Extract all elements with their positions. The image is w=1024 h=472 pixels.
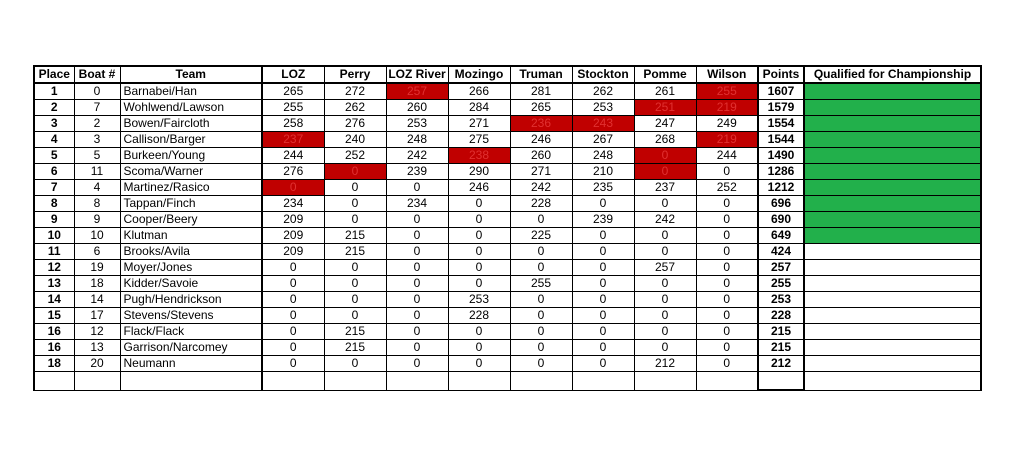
score-cell-loz: 276 bbox=[262, 164, 324, 180]
score-cell-perry: 0 bbox=[324, 260, 386, 276]
qualified-cell bbox=[804, 116, 981, 132]
team-cell: Cooper/Beery bbox=[120, 212, 262, 228]
score-cell-stockton: 0 bbox=[572, 276, 634, 292]
score-cell-pomme: 0 bbox=[634, 292, 696, 308]
column-header-mozingo: Mozingo bbox=[448, 66, 510, 83]
score-cell-mozingo: 0 bbox=[448, 340, 510, 356]
empty-cell bbox=[386, 372, 448, 391]
team-cell: Neumann bbox=[120, 356, 262, 372]
points-cell: 1579 bbox=[758, 100, 804, 116]
score-cell-loz: 0 bbox=[262, 308, 324, 324]
team-cell: Bowen/Faircloth bbox=[120, 116, 262, 132]
boat-number-cell: 2 bbox=[74, 116, 120, 132]
boat-number-cell: 5 bbox=[74, 148, 120, 164]
score-cell-stockton: 239 bbox=[572, 212, 634, 228]
score-cell-stockton: 243 bbox=[572, 116, 634, 132]
empty-cell bbox=[448, 372, 510, 391]
table-row bbox=[34, 132, 981, 148]
qualified-cell bbox=[804, 228, 981, 244]
score-cell-pomme: 261 bbox=[634, 83, 696, 100]
score-cell-pomme: 0 bbox=[634, 164, 696, 180]
table-row bbox=[34, 244, 981, 260]
score-cell-pomme: 0 bbox=[634, 148, 696, 164]
table-body bbox=[34, 83, 981, 390]
points-cell: 215 bbox=[758, 324, 804, 340]
score-cell-truman: 0 bbox=[510, 212, 572, 228]
score-cell-mozingo: 290 bbox=[448, 164, 510, 180]
score-cell-truman: 260 bbox=[510, 148, 572, 164]
boat-number-cell: 0 bbox=[74, 83, 120, 100]
score-cell-stockton: 0 bbox=[572, 308, 634, 324]
boat-number-cell: 13 bbox=[74, 340, 120, 356]
score-cell-perry: 0 bbox=[324, 308, 386, 324]
qualified-cell bbox=[804, 308, 981, 324]
column-header-truman: Truman bbox=[510, 66, 572, 83]
column-header-boat: Boat # bbox=[74, 66, 120, 83]
score-cell-loz: 0 bbox=[262, 324, 324, 340]
score-cell-pomme: 0 bbox=[634, 196, 696, 212]
table-row bbox=[34, 116, 981, 132]
score-cell-mozingo: 0 bbox=[448, 276, 510, 292]
score-cell-truman: 0 bbox=[510, 260, 572, 276]
score-cell-loz: 244 bbox=[262, 148, 324, 164]
score-cell-pomme: 0 bbox=[634, 276, 696, 292]
score-cell-mozingo: 0 bbox=[448, 244, 510, 260]
score-cell-truman: 265 bbox=[510, 100, 572, 116]
score-cell-stockton: 0 bbox=[572, 292, 634, 308]
score-cell-perry: 0 bbox=[324, 196, 386, 212]
empty-cell bbox=[262, 372, 324, 391]
place-cell: 3 bbox=[34, 116, 74, 132]
empty-cell bbox=[74, 372, 120, 391]
place-cell: 11 bbox=[34, 244, 74, 260]
points-cell: 1554 bbox=[758, 116, 804, 132]
column-header-perry: Perry bbox=[324, 66, 386, 83]
score-cell-loz: 0 bbox=[262, 180, 324, 196]
score-cell-loz: 234 bbox=[262, 196, 324, 212]
column-header-pomme: Pomme bbox=[634, 66, 696, 83]
points-cell: 253 bbox=[758, 292, 804, 308]
qualified-cell bbox=[804, 356, 981, 372]
score-cell-stockton: 0 bbox=[572, 228, 634, 244]
place-cell: 1 bbox=[34, 83, 74, 100]
table-row bbox=[34, 260, 981, 276]
score-cell-perry: 0 bbox=[324, 212, 386, 228]
score-cell-loz-river: 0 bbox=[386, 228, 448, 244]
score-cell-wilson: 0 bbox=[696, 308, 758, 324]
points-cell: 1607 bbox=[758, 83, 804, 100]
empty-cell bbox=[324, 372, 386, 391]
score-cell-wilson: 244 bbox=[696, 148, 758, 164]
table-row bbox=[34, 276, 981, 292]
score-cell-stockton: 0 bbox=[572, 340, 634, 356]
team-cell: Brooks/Avila bbox=[120, 244, 262, 260]
score-cell-loz-river: 248 bbox=[386, 132, 448, 148]
score-cell-mozingo: 0 bbox=[448, 212, 510, 228]
score-cell-stockton: 0 bbox=[572, 260, 634, 276]
table-row bbox=[34, 196, 981, 212]
score-cell-wilson: 0 bbox=[696, 340, 758, 356]
empty-cell bbox=[120, 372, 262, 391]
score-cell-loz-river: 0 bbox=[386, 260, 448, 276]
score-cell-loz: 258 bbox=[262, 116, 324, 132]
score-cell-truman: 0 bbox=[510, 292, 572, 308]
column-header-place: Place bbox=[34, 66, 74, 83]
score-cell-perry: 0 bbox=[324, 356, 386, 372]
standings-table bbox=[33, 65, 982, 391]
score-cell-loz-river: 257 bbox=[386, 83, 448, 100]
qualified-cell bbox=[804, 340, 981, 356]
place-cell: 14 bbox=[34, 292, 74, 308]
empty-cell bbox=[758, 372, 804, 391]
boat-number-cell: 4 bbox=[74, 180, 120, 196]
score-cell-pomme: 237 bbox=[634, 180, 696, 196]
score-cell-pomme: 0 bbox=[634, 308, 696, 324]
table-row bbox=[34, 83, 981, 100]
qualified-cell bbox=[804, 244, 981, 260]
score-cell-loz-river: 0 bbox=[386, 180, 448, 196]
score-cell-mozingo: 266 bbox=[448, 83, 510, 100]
score-cell-stockton: 0 bbox=[572, 324, 634, 340]
score-cell-perry: 276 bbox=[324, 116, 386, 132]
score-cell-loz: 265 bbox=[262, 83, 324, 100]
boat-number-cell: 10 bbox=[74, 228, 120, 244]
score-cell-stockton: 267 bbox=[572, 132, 634, 148]
score-cell-stockton: 248 bbox=[572, 148, 634, 164]
qualified-cell bbox=[804, 100, 981, 116]
score-cell-mozingo: 271 bbox=[448, 116, 510, 132]
table-row bbox=[34, 308, 981, 324]
score-cell-loz: 0 bbox=[262, 292, 324, 308]
score-cell-loz: 237 bbox=[262, 132, 324, 148]
place-cell: 9 bbox=[34, 212, 74, 228]
score-cell-loz-river: 234 bbox=[386, 196, 448, 212]
qualified-cell bbox=[804, 292, 981, 308]
team-cell: Garrison/Narcomey bbox=[120, 340, 262, 356]
score-cell-truman: 236 bbox=[510, 116, 572, 132]
place-cell: 5 bbox=[34, 148, 74, 164]
points-cell: 212 bbox=[758, 356, 804, 372]
score-cell-perry: 0 bbox=[324, 180, 386, 196]
place-cell: 12 bbox=[34, 260, 74, 276]
points-cell: 1544 bbox=[758, 132, 804, 148]
score-cell-truman: 228 bbox=[510, 196, 572, 212]
table-row bbox=[34, 292, 981, 308]
score-cell-pomme: 247 bbox=[634, 116, 696, 132]
table-row bbox=[34, 180, 981, 196]
score-cell-wilson: 0 bbox=[696, 196, 758, 212]
score-cell-wilson: 219 bbox=[696, 100, 758, 116]
score-cell-loz-river: 0 bbox=[386, 292, 448, 308]
score-cell-pomme: 0 bbox=[634, 340, 696, 356]
score-cell-loz-river: 0 bbox=[386, 340, 448, 356]
qualified-cell bbox=[804, 324, 981, 340]
score-cell-truman: 0 bbox=[510, 356, 572, 372]
place-cell: 18 bbox=[34, 356, 74, 372]
score-cell-pomme: 0 bbox=[634, 244, 696, 260]
score-cell-wilson: 0 bbox=[696, 276, 758, 292]
points-cell: 255 bbox=[758, 276, 804, 292]
qualified-cell bbox=[804, 212, 981, 228]
score-cell-truman: 246 bbox=[510, 132, 572, 148]
points-cell: 228 bbox=[758, 308, 804, 324]
score-cell-stockton: 0 bbox=[572, 356, 634, 372]
boat-number-cell: 11 bbox=[74, 164, 120, 180]
score-cell-wilson: 0 bbox=[696, 260, 758, 276]
score-cell-loz: 209 bbox=[262, 244, 324, 260]
score-cell-truman: 271 bbox=[510, 164, 572, 180]
score-cell-mozingo: 238 bbox=[448, 148, 510, 164]
score-cell-perry: 215 bbox=[324, 340, 386, 356]
score-cell-mozingo: 284 bbox=[448, 100, 510, 116]
qualified-cell bbox=[804, 180, 981, 196]
boat-number-cell: 20 bbox=[74, 356, 120, 372]
empty-cell bbox=[34, 372, 74, 391]
score-cell-loz-river: 0 bbox=[386, 356, 448, 372]
empty-cell bbox=[696, 372, 758, 391]
score-cell-pomme: 251 bbox=[634, 100, 696, 116]
score-cell-stockton: 0 bbox=[572, 244, 634, 260]
score-cell-stockton: 0 bbox=[572, 196, 634, 212]
score-cell-stockton: 262 bbox=[572, 83, 634, 100]
qualified-cell bbox=[804, 196, 981, 212]
score-cell-loz: 255 bbox=[262, 100, 324, 116]
score-cell-pomme: 268 bbox=[634, 132, 696, 148]
score-cell-loz-river: 253 bbox=[386, 116, 448, 132]
score-cell-truman: 0 bbox=[510, 340, 572, 356]
score-cell-loz: 209 bbox=[262, 212, 324, 228]
score-cell-perry: 252 bbox=[324, 148, 386, 164]
team-cell: Burkeen/Young bbox=[120, 148, 262, 164]
score-cell-perry: 215 bbox=[324, 228, 386, 244]
score-cell-loz-river: 0 bbox=[386, 212, 448, 228]
qualified-cell bbox=[804, 83, 981, 100]
boat-number-cell: 17 bbox=[74, 308, 120, 324]
qualified-cell bbox=[804, 164, 981, 180]
place-cell: 16 bbox=[34, 340, 74, 356]
score-cell-wilson: 255 bbox=[696, 83, 758, 100]
team-cell: Klutman bbox=[120, 228, 262, 244]
score-cell-perry: 0 bbox=[324, 164, 386, 180]
place-cell: 2 bbox=[34, 100, 74, 116]
score-cell-pomme: 0 bbox=[634, 228, 696, 244]
score-cell-truman: 281 bbox=[510, 83, 572, 100]
score-cell-perry: 262 bbox=[324, 100, 386, 116]
score-cell-wilson: 0 bbox=[696, 292, 758, 308]
score-cell-stockton: 210 bbox=[572, 164, 634, 180]
place-cell: 8 bbox=[34, 196, 74, 212]
place-cell: 15 bbox=[34, 308, 74, 324]
boat-number-cell: 7 bbox=[74, 100, 120, 116]
qualified-cell bbox=[804, 260, 981, 276]
column-header-loz: LOZ bbox=[262, 66, 324, 83]
qualified-cell bbox=[804, 148, 981, 164]
score-cell-pomme: 212 bbox=[634, 356, 696, 372]
score-cell-loz: 209 bbox=[262, 228, 324, 244]
empty-cell bbox=[510, 372, 572, 391]
score-cell-loz-river: 242 bbox=[386, 148, 448, 164]
points-cell: 690 bbox=[758, 212, 804, 228]
boat-number-cell: 8 bbox=[74, 196, 120, 212]
score-cell-loz-river: 0 bbox=[386, 324, 448, 340]
points-cell: 1212 bbox=[758, 180, 804, 196]
place-cell: 4 bbox=[34, 132, 74, 148]
score-cell-wilson: 252 bbox=[696, 180, 758, 196]
team-cell: Martinez/Rasico bbox=[120, 180, 262, 196]
column-header-team: Team bbox=[120, 66, 262, 83]
table-row bbox=[34, 356, 981, 372]
column-header-qualified-for-championship: Qualified for Championship bbox=[804, 66, 981, 83]
team-cell: Callison/Barger bbox=[120, 132, 262, 148]
score-cell-truman: 255 bbox=[510, 276, 572, 292]
table-row bbox=[34, 228, 981, 244]
boat-number-cell: 3 bbox=[74, 132, 120, 148]
score-cell-wilson: 0 bbox=[696, 324, 758, 340]
team-cell: Barnabei/Han bbox=[120, 83, 262, 100]
score-cell-perry: 272 bbox=[324, 83, 386, 100]
score-cell-loz: 0 bbox=[262, 356, 324, 372]
table-row bbox=[34, 164, 981, 180]
team-cell: Wohlwend/Lawson bbox=[120, 100, 262, 116]
points-cell: 1286 bbox=[758, 164, 804, 180]
score-cell-loz-river: 239 bbox=[386, 164, 448, 180]
team-cell: Scoma/Warner bbox=[120, 164, 262, 180]
points-cell: 1490 bbox=[758, 148, 804, 164]
table-row bbox=[34, 324, 981, 340]
points-cell: 696 bbox=[758, 196, 804, 212]
column-header-wilson: Wilson bbox=[696, 66, 758, 83]
place-cell: 16 bbox=[34, 324, 74, 340]
score-cell-mozingo: 0 bbox=[448, 324, 510, 340]
score-cell-wilson: 0 bbox=[696, 164, 758, 180]
boat-number-cell: 19 bbox=[74, 260, 120, 276]
table-row bbox=[34, 148, 981, 164]
boat-number-cell: 6 bbox=[74, 244, 120, 260]
points-cell: 257 bbox=[758, 260, 804, 276]
score-cell-mozingo: 246 bbox=[448, 180, 510, 196]
score-cell-perry: 0 bbox=[324, 276, 386, 292]
team-cell: Flack/Flack bbox=[120, 324, 262, 340]
place-cell: 6 bbox=[34, 164, 74, 180]
empty-cell bbox=[634, 372, 696, 391]
qualified-cell bbox=[804, 276, 981, 292]
column-header-loz-river: LOZ River bbox=[386, 66, 448, 83]
score-cell-loz-river: 0 bbox=[386, 308, 448, 324]
score-cell-loz-river: 0 bbox=[386, 276, 448, 292]
header-row bbox=[34, 66, 981, 83]
score-cell-perry: 0 bbox=[324, 292, 386, 308]
score-cell-loz: 0 bbox=[262, 276, 324, 292]
team-cell: Tappan/Finch bbox=[120, 196, 262, 212]
score-cell-truman: 0 bbox=[510, 324, 572, 340]
team-cell: Pugh/Hendrickson bbox=[120, 292, 262, 308]
team-cell: Kidder/Savoie bbox=[120, 276, 262, 292]
empty-row bbox=[34, 372, 981, 391]
score-cell-truman: 0 bbox=[510, 244, 572, 260]
table-row bbox=[34, 340, 981, 356]
score-cell-wilson: 0 bbox=[696, 228, 758, 244]
score-cell-mozingo: 275 bbox=[448, 132, 510, 148]
qualified-cell bbox=[804, 132, 981, 148]
score-cell-mozingo: 0 bbox=[448, 356, 510, 372]
table-row bbox=[34, 212, 981, 228]
score-cell-perry: 215 bbox=[324, 324, 386, 340]
score-cell-pomme: 257 bbox=[634, 260, 696, 276]
score-cell-truman: 0 bbox=[510, 308, 572, 324]
score-cell-wilson: 0 bbox=[696, 212, 758, 228]
score-cell-stockton: 253 bbox=[572, 100, 634, 116]
place-cell: 13 bbox=[34, 276, 74, 292]
score-cell-pomme: 242 bbox=[634, 212, 696, 228]
score-cell-perry: 215 bbox=[324, 244, 386, 260]
score-cell-mozingo: 0 bbox=[448, 260, 510, 276]
boat-number-cell: 9 bbox=[74, 212, 120, 228]
score-cell-perry: 240 bbox=[324, 132, 386, 148]
place-cell: 10 bbox=[34, 228, 74, 244]
score-cell-wilson: 0 bbox=[696, 356, 758, 372]
score-cell-wilson: 249 bbox=[696, 116, 758, 132]
boat-number-cell: 14 bbox=[74, 292, 120, 308]
score-cell-truman: 242 bbox=[510, 180, 572, 196]
points-cell: 649 bbox=[758, 228, 804, 244]
team-cell: Moyer/Jones bbox=[120, 260, 262, 276]
table-row bbox=[34, 100, 981, 116]
team-cell: Stevens/Stevens bbox=[120, 308, 262, 324]
score-cell-mozingo: 253 bbox=[448, 292, 510, 308]
score-cell-stockton: 235 bbox=[572, 180, 634, 196]
score-cell-loz-river: 0 bbox=[386, 244, 448, 260]
score-cell-mozingo: 0 bbox=[448, 228, 510, 244]
table-header bbox=[34, 66, 981, 83]
score-cell-mozingo: 0 bbox=[448, 196, 510, 212]
column-header-points: Points bbox=[758, 66, 804, 83]
empty-cell bbox=[572, 372, 634, 391]
score-cell-pomme: 0 bbox=[634, 324, 696, 340]
score-cell-truman: 225 bbox=[510, 228, 572, 244]
score-cell-wilson: 219 bbox=[696, 132, 758, 148]
score-cell-loz-river: 260 bbox=[386, 100, 448, 116]
place-cell: 7 bbox=[34, 180, 74, 196]
points-cell: 424 bbox=[758, 244, 804, 260]
column-header-stockton: Stockton bbox=[572, 66, 634, 83]
boat-number-cell: 18 bbox=[74, 276, 120, 292]
score-cell-wilson: 0 bbox=[696, 244, 758, 260]
boat-number-cell: 12 bbox=[74, 324, 120, 340]
score-cell-mozingo: 228 bbox=[448, 308, 510, 324]
score-cell-loz: 0 bbox=[262, 340, 324, 356]
points-cell: 215 bbox=[758, 340, 804, 356]
empty-cell bbox=[804, 372, 981, 391]
score-cell-loz: 0 bbox=[262, 260, 324, 276]
